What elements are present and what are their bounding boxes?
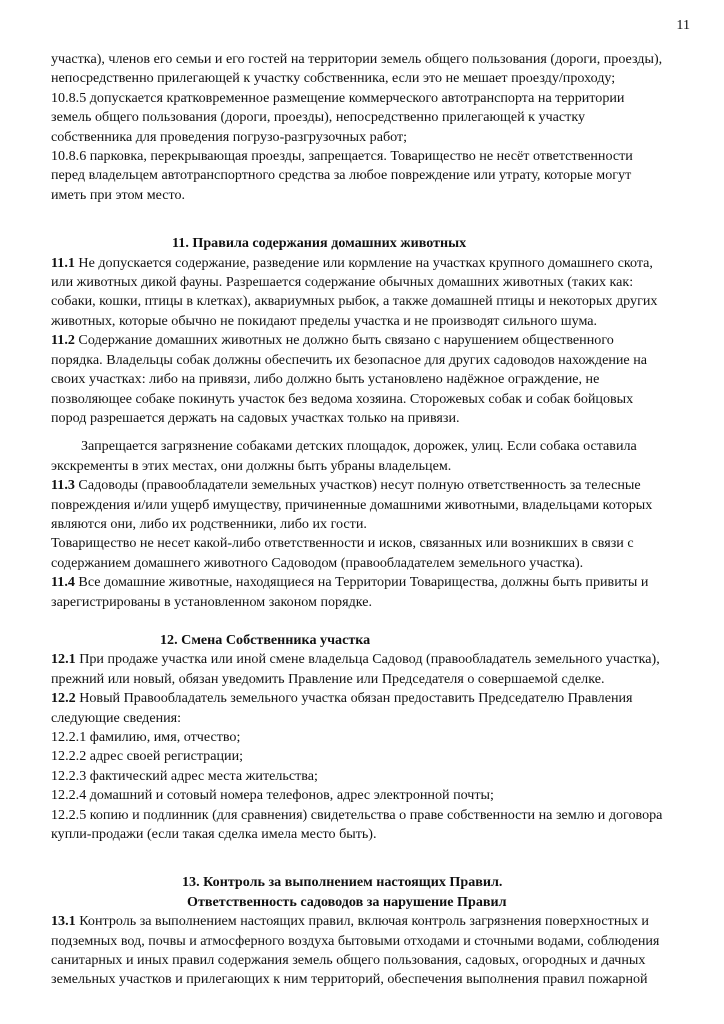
section-13-subheading: Ответственность садоводов за нарушение Правил [187,893,507,910]
section-11-heading: 11. Правила содержания домашних животных [172,235,467,252]
paragraph-indented: Запрещается загрязнение собаками детских площадок, дорожек, улиц. Если собака оставила [81,438,637,455]
text-line: пород разрешается держать на садовых участках только на привязи. [51,409,460,426]
clause-12-2-5: 12.2.5 копию и подлинник (для сравнения) свидетельства о праве собственности на землю и договора [51,806,663,823]
section-11 [51,234,691,612]
text-line: являются они, либо их родственники, либо их гости. [51,515,367,532]
text-line: купли-продажи (если такая сделка имела место быть). [51,826,377,843]
text-line: иметь при этом место. [51,186,186,203]
clause-text: Все домашние животные, находящиеся на Территории Товарищества, должны быть привиты и [74,574,649,591]
clause-11-1 [51,254,691,273]
clause-text: Новый Правообладатель земельного участка обязан предоставить Председателю Правления [75,690,633,707]
clause-text: При продаже участка или иной смене владельца Садовод (правообладатель земельного участка), [75,651,660,668]
clause-12-1 [51,650,691,669]
section-10-continuation [51,50,691,205]
page-number: 11 [676,17,690,33]
text-line: порядка. Владельцы собак должны обеспечить их безопасное для других садоводов нахождение на [51,351,648,368]
clause-number: 13.1 [51,913,76,930]
text-line: земельных участков и прилегающих к ним территорий, обеспечения выполнения правил пожарной [51,971,648,988]
clause-number: 12.1 [51,651,76,668]
text-line: следующие сведения: [51,709,182,726]
clause-12-2 [51,689,691,708]
text-line: перед владельцем автотранспортного средства за любое повреждение или утрату, которые могут [51,167,632,184]
clause-10-8-6: 10.8.6 парковка, перекрывающая проезды, запрещается. Товарищество не несёт ответственности [51,148,633,165]
clause-number: 11.4 [51,574,75,591]
text-line: экскременты в этих местах, они должны быть убраны владельцем. [51,457,452,474]
text-line: собственника для проведения погрузо-разгрузочных работ; [51,128,408,145]
section-13 [51,873,691,989]
clause-text: Содержание домашних животных не должно быть связано с нарушением общественного [74,332,614,349]
section-13-heading: 13. Контроль за выполнением настоящих Правил. [182,874,503,891]
text-line: позволяющее собаке покинуть участок без ведома хозяина. Сторожевых собак и собак бойцовых [51,390,634,407]
clause-text: Не допускается содержание, разведение или кормление на участках крупного домашнего скота, [74,254,653,271]
clause-11-3 [51,476,691,495]
clause-13-1 [51,912,691,931]
text-line: участка), членов его семьи и его гостей на территории земель общего пользования (дороги, проезды), [51,51,663,67]
text-line: животных, которые обычно не покидают пределы участка и не производят сильного шума. [51,312,598,329]
text-line: повреждения и/или ущерб имуществу, причиненные домашними животными, владельцами которых [51,496,653,513]
text-line: содержанием домашнего животного Садоводом (правообладателем земельного участка). [51,554,584,571]
clause-11-2 [51,331,691,350]
text-line: прежний или новый, обязан уведомить Правление или Председателя о совершаемой сделке. [51,670,605,687]
clause-text: Садоводы (правообладатели земельных участков) несут полную ответственность за телесные [74,477,641,494]
section-12-heading: 12. Смена Собственника участка [160,631,371,648]
clause-number: 11.2 [51,332,75,349]
clause-number: 12.2 [51,690,76,707]
section-12 [51,631,691,844]
clause-number: 11.1 [51,254,75,271]
clause-12-2-2: 12.2.2 адрес своей регистрации; [51,748,244,765]
clause-12-2-3: 12.2.3 фактический адрес места жительства; [51,767,318,784]
clause-text: Контроль за выполнением настоящих правил, включая контроль загрязнения поверхностных и [75,913,649,930]
clause-12-2-1: 12.2.1 фамилию, имя, отчество; [51,729,241,745]
clause-number: 11.3 [51,477,75,494]
text-line: земель общего пользования (дороги, проезды), непосредственно прилегающей к участку [51,109,586,126]
document-body [51,50,691,990]
clause-10-8-5: 10.8.5 допускается кратковременное размещение коммерческого автотранспорта на территории [51,89,625,106]
text-line: зарегистрированы в установленном законом порядке. [51,593,373,610]
text-line: собаки, кошки, птицы в клетках), аквариумных рыбок, а также домашней птицы и некоторых других [51,293,658,310]
text-line: санитарных и иных правил содержания земель общего пользования, садовых, огородных и дачных [51,952,646,969]
text-line: подземных вод, почвы и атмосферного воздуха бытовыми отходами и сточными водами, соблюдения [51,932,660,949]
clause-11-4 [51,573,691,592]
text-line: непосредственно прилегающей к участку собственника, если это не мешает проезду/проходу; [51,70,616,87]
text-line: своих участках: либо на привязи, либо должно быть установлено надёжное ограждение, не [51,371,600,388]
text-line: Товарищество не несет какой-либо ответственности и исков, связанных или возникших в связи с [51,535,634,552]
text-line: или животных дикой фауны. Разрешается содержание обычных домашних животных (таких как: [51,274,634,291]
clause-12-2-4: 12.2.4 домашний и сотовый номера телефонов, адрес электронной почты; [51,787,494,804]
